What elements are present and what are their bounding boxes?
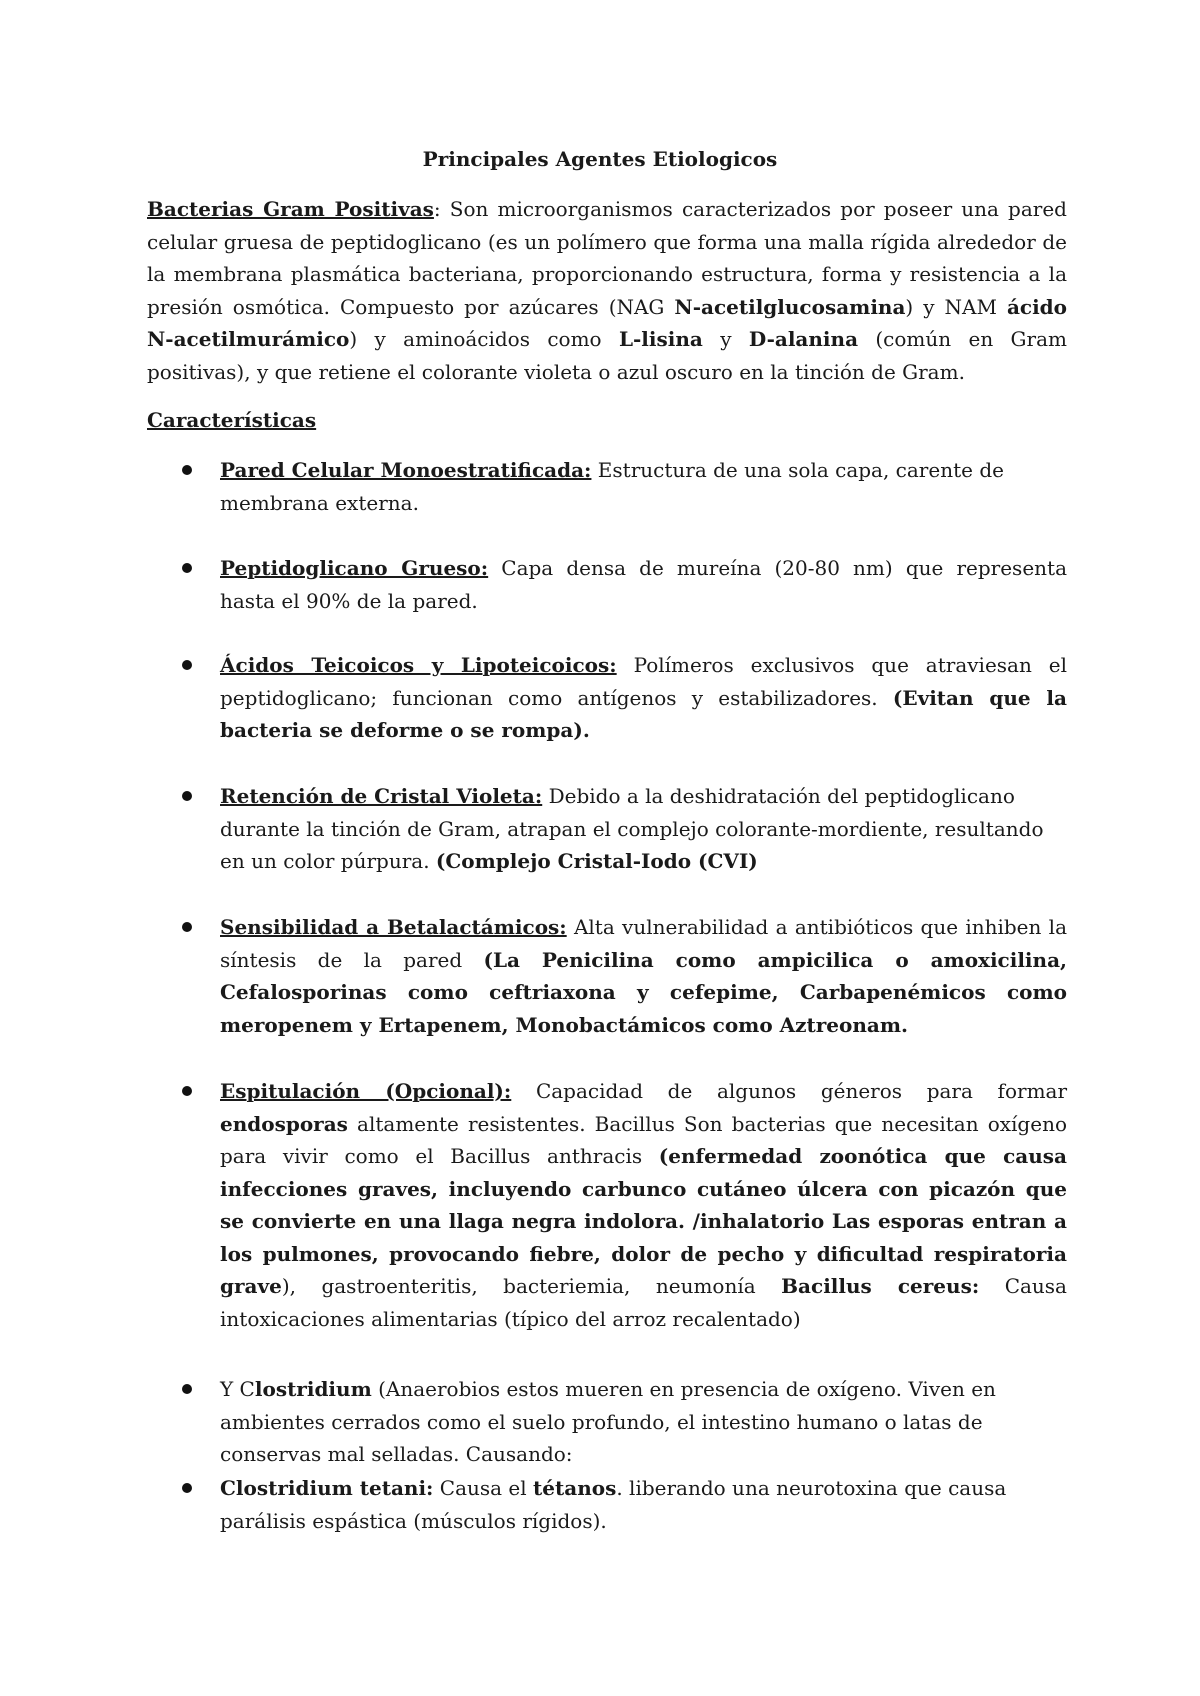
- item-bold-1: endosporas: [220, 1111, 348, 1136]
- item-text-2: altamente resistentes. Bacillus Son bacterias que necesitan oxígeno para vivir como el Bacillus anthracis: [220, 1111, 1067, 1168]
- intro-bold-nag: N-acetilglucosamina: [674, 294, 906, 319]
- item-text: Debido a la deshidratación del peptidoglicano durante la tinción de Gram, atrapan el complejo colorante-mordiente, resultando en un color púrpura.: [220, 784, 1044, 873]
- item-text: Polímeros exclusivos que atraviesan el peptidoglicano; funcionan como antígenos y estabilizadores.: [220, 653, 1067, 710]
- intro-paragraph: [147, 193, 1067, 388]
- bullet-icon: [182, 922, 192, 932]
- item-label: Sensibilidad a Betalactámicos:: [220, 915, 567, 939]
- intro-bold-lisina: L-lisina: [618, 327, 703, 351]
- item-bold-1: lostridium: [254, 1377, 372, 1401]
- bullet-icon: [182, 465, 192, 475]
- item-label: Retención de Cristal Violeta:: [220, 784, 543, 808]
- list-item-espitulacion: [220, 1075, 1067, 1335]
- section-heading: Características: [147, 408, 317, 432]
- item-label: Espitulación (Opcional):: [220, 1079, 512, 1103]
- bullet-icon: [182, 563, 192, 573]
- item-text-2: (Anaerobios estos mueren en presencia de oxígeno. Viven en ambientes cerrados como el suelo profundo, el intestino humano o latas de conservas mal selladas. Causando:: [220, 1377, 996, 1466]
- item-text-1: Causa el: [433, 1476, 534, 1500]
- item-bold: (Evitan que la bacteria se deforme o se rompa).: [220, 685, 1067, 742]
- list-item-acidos: [220, 649, 1067, 747]
- item-text: Estructura de una sola capa, carente de membrana externa.: [220, 458, 1004, 515]
- item-label: Ácidos Teicoicos y Lipoteicoicos:: [220, 653, 617, 677]
- intro-bold-alanina: D-alanina: [748, 327, 859, 351]
- item-text: Alta vulnerabilidad a antibióticos que inhiben la síntesis de la pared: [220, 915, 1067, 972]
- item-label: Pared Celular Monoestratificada:: [220, 458, 592, 482]
- bullet-icon: [182, 1086, 192, 1096]
- item-text-3: ), gastroenteritis, bacteriemia, neumonía: [281, 1274, 782, 1298]
- item-bold-1: Clostridium tetani:: [220, 1476, 434, 1500]
- item-text: Capa densa de mureína (20-80 nm) que representa hasta el 90% de la pared.: [220, 556, 1067, 613]
- item-label: Peptidoglicano Grueso:: [220, 556, 489, 580]
- intro-text-2: ) y NAM: [905, 294, 1007, 319]
- item-text-2: . liberando una neurotoxina que causa parálisis espástica (músculos rígidos).: [220, 1476, 1007, 1533]
- bullet-icon: [182, 1483, 192, 1493]
- bullet-icon: [182, 791, 192, 801]
- list-item-clostridium: [220, 1373, 1067, 1471]
- list-item-pared: [220, 454, 1067, 519]
- bullet-icon: [182, 660, 192, 670]
- intro-term: Bacterias Gram Positivas: [147, 197, 434, 221]
- list-item-tetani: [220, 1472, 1067, 1537]
- item-bold: (La Penicilina como ampicilica o amoxicilina, Cefalosporinas como ceftriaxona y cefepime, Carbapenémicos como meropenem y Ertapenem, Monobactámicos como Aztreonam.: [220, 947, 1067, 1037]
- page-title: Principales Agentes Etiologicos: [422, 147, 778, 171]
- item-text-1: Y C: [220, 1377, 255, 1401]
- list-item-peptidoglicano: [220, 552, 1067, 617]
- intro-text-4: y: [702, 327, 749, 351]
- intro-text-3: ) y aminoácidos como: [349, 327, 619, 351]
- list-item-retencion: [220, 780, 1067, 878]
- item-bold: (Complejo Cristal-Iodo (CVI): [435, 849, 758, 873]
- item-bold-2: tétanos: [533, 1476, 617, 1500]
- intro-bold-nam: ácido N-acetilmurámico: [147, 294, 1067, 351]
- item-text-4: Causa intoxicaciones alimentarias (típico del arroz recalentado): [220, 1274, 1067, 1331]
- list-item-sensibilidad: [220, 911, 1067, 1041]
- intro-text-1: : Son microorganismos caracterizados por poseer una pared celular gruesa de peptidoglicano (es un polímero que forma una malla rígida alrededor de la membrana plasmática bacteriana, proporcionando estructura, forma y resistencia a la presión osmótica. Compuesto por azúcares (NAG: [147, 197, 1067, 319]
- item-bold-2: (enfermedad zoonótica que causa infecciones graves, incluyendo carbunco cutáneo úlcera con picazón que se convierte en una llaga negra indolora. /inhalatorio Las esporas entran a los pulmones, provocando fiebre, dolor de pecho y dificultad respiratoria grave: [220, 1144, 1067, 1298]
- intro-text-5: (común en Gram positivas), y que retiene el colorante violeta o azul oscuro en la tinción de Gram.: [147, 327, 1067, 384]
- bullet-icon: [182, 1384, 192, 1394]
- item-bold-3: Bacillus cereus:: [781, 1274, 980, 1298]
- item-text-1: Capacidad de algunos géneros para formar: [511, 1079, 1068, 1103]
